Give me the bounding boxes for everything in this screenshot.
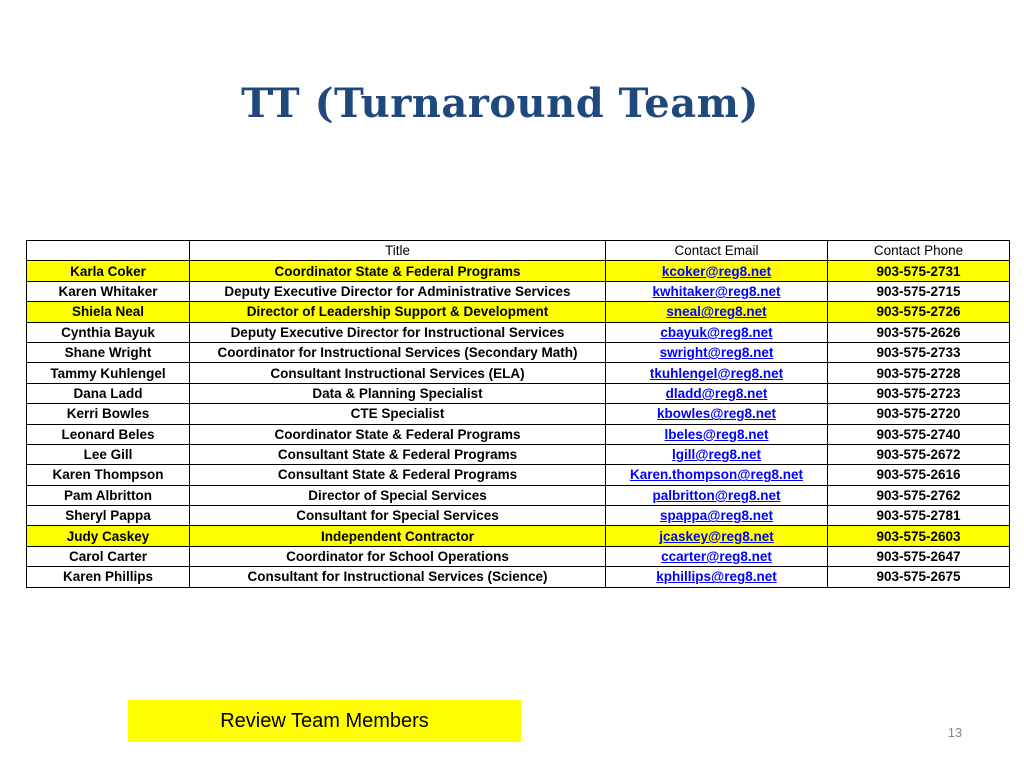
- member-name: Judy Caskey: [27, 526, 190, 546]
- table-row: [27, 526, 1010, 546]
- header-phone: Contact Phone: [828, 241, 1010, 261]
- header-email: Contact Email: [606, 241, 828, 261]
- member-title: Coordinator State & Federal Programs: [190, 261, 606, 281]
- table-row: [27, 383, 1010, 403]
- page-number: 13: [947, 725, 963, 740]
- table-row: [27, 302, 1010, 322]
- table-row: [27, 322, 1010, 342]
- table-row: [27, 444, 1010, 464]
- member-phone: 903-575-2733: [828, 342, 1010, 362]
- header-name: [27, 241, 190, 261]
- member-title: CTE Specialist: [190, 404, 606, 424]
- member-phone: 903-575-2675: [828, 567, 1010, 587]
- member-phone: 903-575-2715: [828, 281, 1010, 301]
- member-name: Shane Wright: [27, 342, 190, 362]
- table-row: [27, 363, 1010, 383]
- header-title: Title: [190, 241, 606, 261]
- member-email-link[interactable]: ccarter@reg8.net: [606, 546, 828, 566]
- member-name: Karen Phillips: [27, 567, 190, 587]
- member-name: Karla Coker: [27, 261, 190, 281]
- member-email-link[interactable]: kphillips@reg8.net: [606, 567, 828, 587]
- member-email-link[interactable]: cbayuk@reg8.net: [606, 322, 828, 342]
- member-name: Cynthia Bayuk: [27, 322, 190, 342]
- member-phone: 903-575-2720: [828, 404, 1010, 424]
- member-title: Consultant State & Federal Programs: [190, 444, 606, 464]
- table-row: [27, 506, 1010, 526]
- member-name: Dana Ladd: [27, 383, 190, 403]
- member-title: Coordinator State & Federal Programs: [190, 424, 606, 444]
- table-row: [27, 485, 1010, 505]
- review-team-members-button[interactable]: Review Team Members: [128, 700, 521, 742]
- member-email-link[interactable]: kbowles@reg8.net: [606, 404, 828, 424]
- member-phone: 903-575-2672: [828, 444, 1010, 464]
- member-email-link[interactable]: lgill@reg8.net: [606, 444, 828, 464]
- member-phone: 903-575-2728: [828, 363, 1010, 383]
- member-phone: 903-575-2726: [828, 302, 1010, 322]
- member-email-link[interactable]: Karen.thompson@reg8.net: [606, 465, 828, 485]
- member-phone: 903-575-2781: [828, 506, 1010, 526]
- member-name: Karen Whitaker: [27, 281, 190, 301]
- member-title: Independent Contractor: [190, 526, 606, 546]
- team-table: [26, 240, 1010, 588]
- member-email-link[interactable]: kcoker@reg8.net: [606, 261, 828, 281]
- member-title: Data & Planning Specialist: [190, 383, 606, 403]
- member-title: Director of Leadership Support & Development: [190, 302, 606, 322]
- member-phone: 903-575-2603: [828, 526, 1010, 546]
- slide-title: TT (Turnaround Team): [241, 80, 759, 127]
- table-row: [27, 546, 1010, 566]
- member-title: Deputy Executive Director for Administrative Services: [190, 281, 606, 301]
- member-phone: 903-575-2723: [828, 383, 1010, 403]
- table-row: [27, 424, 1010, 444]
- member-phone: 903-575-2616: [828, 465, 1010, 485]
- table-row: [27, 465, 1010, 485]
- member-phone: 903-575-2740: [828, 424, 1010, 444]
- header-row: [27, 241, 1010, 261]
- member-title: Deputy Executive Director for Instructional Services: [190, 322, 606, 342]
- member-email-link[interactable]: dladd@reg8.net: [606, 383, 828, 403]
- member-name: Pam Albritton: [27, 485, 190, 505]
- member-email-link[interactable]: tkuhlengel@reg8.net: [606, 363, 828, 383]
- member-name: Leonard Beles: [27, 424, 190, 444]
- table-row: [27, 404, 1010, 424]
- member-email-link[interactable]: jcaskey@reg8.net: [606, 526, 828, 546]
- member-phone: 903-575-2731: [828, 261, 1010, 281]
- member-name: Lee Gill: [27, 444, 190, 464]
- table-row: [27, 281, 1010, 301]
- member-phone: 903-575-2626: [828, 322, 1010, 342]
- member-title: Consultant for Instructional Services (Science): [190, 567, 606, 587]
- member-title: Consultant State & Federal Programs: [190, 465, 606, 485]
- member-title: Coordinator for School Operations: [190, 546, 606, 566]
- member-name: Sheryl Pappa: [27, 506, 190, 526]
- member-name: Karen Thompson: [27, 465, 190, 485]
- member-email-link[interactable]: kwhitaker@reg8.net: [606, 281, 828, 301]
- member-phone: 903-575-2647: [828, 546, 1010, 566]
- member-email-link[interactable]: lbeles@reg8.net: [606, 424, 828, 444]
- member-title: Consultant Instructional Services (ELA): [190, 363, 606, 383]
- table-row: [27, 261, 1010, 281]
- member-title: Coordinator for Instructional Services (Secondary Math): [190, 342, 606, 362]
- member-name: Shiela Neal: [27, 302, 190, 322]
- member-title: Director of Special Services: [190, 485, 606, 505]
- table-body: [27, 261, 1010, 587]
- member-email-link[interactable]: spappa@reg8.net: [606, 506, 828, 526]
- member-phone: 903-575-2762: [828, 485, 1010, 505]
- member-title: Consultant for Special Services: [190, 506, 606, 526]
- table-row: [27, 567, 1010, 587]
- member-name: Kerri Bowles: [27, 404, 190, 424]
- member-email-link[interactable]: sneal@reg8.net: [606, 302, 828, 322]
- member-name: Tammy Kuhlengel: [27, 363, 190, 383]
- member-email-link[interactable]: palbritton@reg8.net: [606, 485, 828, 505]
- member-email-link[interactable]: swright@reg8.net: [606, 342, 828, 362]
- member-name: Carol Carter: [27, 546, 190, 566]
- table-row: [27, 342, 1010, 362]
